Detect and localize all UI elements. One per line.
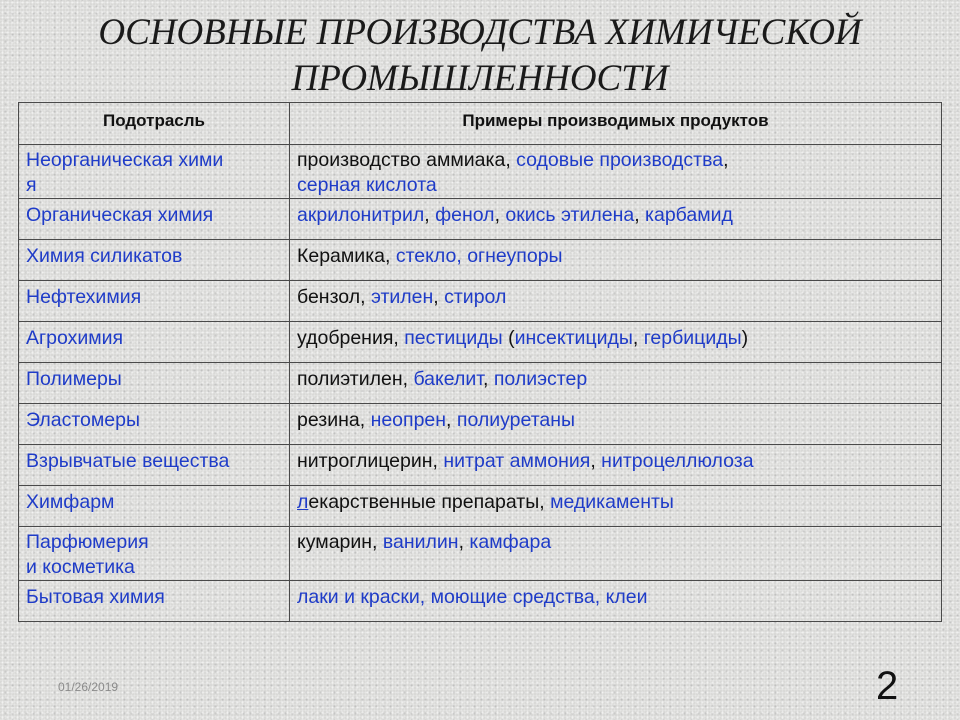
- table-row: [19, 527, 942, 581]
- subsector-cell: Взрывчатые вещества: [19, 445, 290, 486]
- table-row: [19, 199, 942, 240]
- subsector-cell: [19, 145, 290, 199]
- subsector-cell: Химия силикатов: [19, 240, 290, 281]
- table-row: [19, 445, 942, 486]
- products-cell: [290, 527, 942, 581]
- product-text: огнеупоры: [467, 245, 563, 267]
- table-row: [19, 363, 942, 404]
- table-row: [19, 240, 942, 281]
- product-text: ,: [419, 586, 431, 608]
- table-row: [19, 581, 942, 622]
- product-text: бензол: [297, 286, 361, 308]
- product-text: ,: [385, 245, 396, 267]
- products-line: [297, 530, 934, 555]
- product-text: (: [502, 327, 515, 349]
- table-row: [19, 145, 942, 199]
- product-text: ,: [632, 327, 644, 349]
- product-text: ,: [393, 327, 405, 349]
- product-text: ,: [634, 204, 646, 226]
- product-text: ,: [359, 409, 371, 431]
- header-subsector: Подотрасль: [19, 103, 290, 145]
- product-text: ,: [360, 286, 371, 308]
- product-text: л: [297, 491, 309, 513]
- slide-page-number: 2: [876, 664, 899, 708]
- product-text: производство аммиака: [297, 149, 506, 171]
- subsector-line: Парфюмерия: [26, 531, 149, 553]
- products-cell: [290, 486, 942, 527]
- products-cell: [290, 145, 942, 199]
- product-text: карбамид: [645, 204, 733, 226]
- product-text: ,: [456, 245, 468, 267]
- products-cell: [290, 281, 942, 322]
- products-line: [297, 173, 934, 198]
- header-products: Примеры производимых продуктов: [290, 103, 942, 145]
- product-text: нитрат аммония: [443, 450, 591, 472]
- product-text: екарственные препараты: [308, 491, 540, 513]
- subsector-cell: Химфарм: [19, 486, 290, 527]
- product-text: ,: [494, 204, 506, 226]
- product-text: ,: [458, 531, 470, 553]
- product-text: неопрен: [370, 409, 447, 431]
- subsector-cell: [19, 527, 290, 581]
- product-text: ,: [594, 586, 606, 608]
- table-row: [19, 486, 942, 527]
- products-cell: [290, 240, 942, 281]
- subsector-cell: Бытовая химия: [19, 581, 290, 622]
- product-text: медикаменты: [550, 491, 674, 513]
- product-text: ,: [402, 368, 414, 390]
- product-text: ,: [432, 450, 444, 472]
- product-text: инсектициды: [514, 327, 633, 349]
- product-text: ,: [539, 491, 551, 513]
- table-row: [19, 322, 942, 363]
- product-text: ,: [483, 368, 494, 390]
- subsector-line: Неорганическая хими: [26, 149, 224, 171]
- table-row: [19, 404, 942, 445]
- product-text: полиуретаны: [456, 409, 576, 431]
- product-text: полиэстер: [493, 368, 588, 390]
- product-text: ванилин: [382, 531, 459, 553]
- product-text: нитроцеллюлоза: [601, 450, 754, 472]
- product-text: ): [741, 327, 749, 349]
- product-text: ,: [590, 450, 602, 472]
- slide-date: 01/26/2019: [58, 680, 119, 694]
- product-text: стирол: [444, 286, 507, 308]
- product-text: пестициды: [404, 327, 503, 349]
- product-text: гербициды: [643, 327, 742, 349]
- table-row: [19, 281, 942, 322]
- products-cell: [290, 322, 942, 363]
- slide-title-line-2: ПРОМЫШЛЕННОСТИ: [291, 58, 669, 99]
- chemical-industry-table: [18, 102, 942, 622]
- product-text: лаки и краски: [297, 586, 420, 608]
- subsector-cell: Полимеры: [19, 363, 290, 404]
- subsector-cell: Органическая химия: [19, 199, 290, 240]
- product-text: Керамика: [297, 245, 385, 267]
- subsector-line: я: [26, 174, 37, 196]
- subsector-cell: Нефтехимия: [19, 281, 290, 322]
- products-cell: [290, 404, 942, 445]
- product-text: ,: [433, 286, 445, 308]
- product-text: камфара: [469, 531, 552, 553]
- subsector-cell: Эластомеры: [19, 404, 290, 445]
- table-header-row: [19, 103, 942, 145]
- product-text: фенол: [435, 204, 495, 226]
- product-text: нитроглицерин: [297, 450, 433, 472]
- product-text: моющие средства: [430, 586, 595, 608]
- product-text: ,: [723, 149, 729, 171]
- product-text: серная кислота: [297, 174, 437, 196]
- product-text: бакелит: [413, 368, 483, 390]
- products-cell: [290, 445, 942, 486]
- product-text: ,: [372, 531, 383, 553]
- product-text: стекло: [395, 245, 457, 267]
- products-line: [297, 148, 934, 173]
- product-text: этилен: [370, 286, 434, 308]
- subsector-line: и косметика: [26, 556, 135, 578]
- product-text: удобрения: [297, 327, 394, 349]
- product-text: клеи: [605, 586, 648, 608]
- slide-title: [0, 10, 960, 102]
- subsector-cell: Агрохимия: [19, 322, 290, 363]
- products-cell: [290, 581, 942, 622]
- product-text: ,: [446, 409, 457, 431]
- product-text: ,: [424, 204, 436, 226]
- products-cell: [290, 199, 942, 240]
- product-text: резина: [297, 409, 360, 431]
- product-text: акрилонитрил: [297, 204, 425, 226]
- slide-title-line-1: ОСНОВНЫЕ ПРОИЗВОДСТВА ХИМИЧЕСКОЙ: [98, 12, 862, 53]
- product-text: полиэтилен: [297, 368, 403, 390]
- product-text: ,: [505, 149, 517, 171]
- product-text: кумарин: [297, 531, 373, 553]
- products-cell: [290, 363, 942, 404]
- product-text: окись этилена: [505, 204, 635, 226]
- product-text: содовые производства: [516, 149, 724, 171]
